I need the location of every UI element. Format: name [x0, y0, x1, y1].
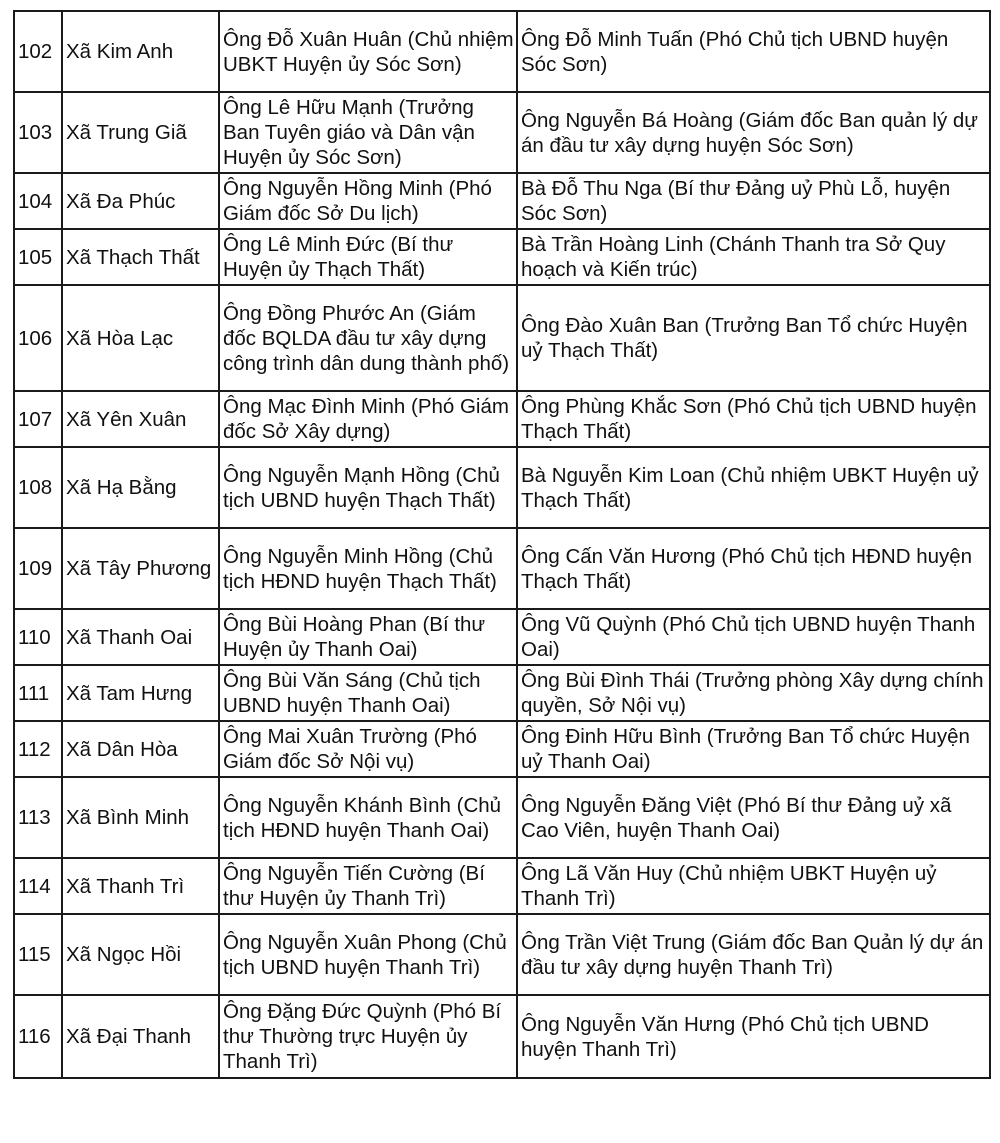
committee-chairman: Ông Nguyễn Đăng Việt (Phó Bí thư Đảng uỷ xã Cao Viên, huyện Thanh Oai) — [517, 777, 990, 858]
commune-name: Xã Tam Hưng — [62, 665, 219, 721]
row-number: 106 — [14, 285, 62, 391]
table-row — [14, 285, 990, 391]
party-secretary: Ông Nguyễn Mạnh Hồng (Chủ tịch UBND huyện Thạch Thất) — [219, 447, 517, 528]
party-secretary: Ông Nguyễn Hồng Minh (Phó Giám đốc Sở Du lịch) — [219, 173, 517, 229]
party-secretary: Ông Đồng Phước An (Giám đốc BQLDA đầu tư xây dựng công trình dân dung thành phố) — [219, 285, 517, 391]
committee-chairman: Ông Đỗ Minh Tuấn (Phó Chủ tịch UBND huyện Sóc Sơn) — [517, 11, 990, 92]
party-secretary: Ông Đặng Đức Quỳnh (Phó Bí thư Thường trực Huyện ủy Thanh Trì) — [219, 995, 517, 1078]
table-row — [14, 528, 990, 609]
commune-name: Xã Hòa Lạc — [62, 285, 219, 391]
party-secretary: Ông Mai Xuân Trường (Phó Giám đốc Sở Nội vụ) — [219, 721, 517, 777]
row-number: 115 — [14, 914, 62, 995]
commune-name: Xã Đa Phúc — [62, 173, 219, 229]
commune-name: Xã Thạch Thất — [62, 229, 219, 285]
committee-chairman: Ông Đinh Hữu Bình (Trưởng Ban Tổ chức Huyện uỷ Thanh Oai) — [517, 721, 990, 777]
party-secretary: Ông Bùi Văn Sáng (Chủ tịch UBND huyện Thanh Oai) — [219, 665, 517, 721]
commune-name: Xã Thanh Trì — [62, 858, 219, 914]
row-number: 110 — [14, 609, 62, 665]
row-number: 109 — [14, 528, 62, 609]
party-secretary: Ông Nguyễn Khánh Bình (Chủ tịch HĐND huyện Thanh Oai) — [219, 777, 517, 858]
personnel-table-body — [14, 11, 990, 1078]
table-row — [14, 858, 990, 914]
commune-name: Xã Thanh Oai — [62, 609, 219, 665]
row-number: 116 — [14, 995, 62, 1078]
commune-name: Xã Tây Phương — [62, 528, 219, 609]
row-number: 113 — [14, 777, 62, 858]
row-number: 104 — [14, 173, 62, 229]
row-number: 114 — [14, 858, 62, 914]
row-number: 111 — [14, 665, 62, 721]
commune-name: Xã Trung Giã — [62, 92, 219, 173]
row-number: 108 — [14, 447, 62, 528]
committee-chairman: Ông Vũ Quỳnh (Phó Chủ tịch UBND huyện Thanh Oai) — [517, 609, 990, 665]
committee-chairman: Ông Nguyễn Văn Hưng (Phó Chủ tịch UBND huyện Thanh Trì) — [517, 995, 990, 1078]
table-row — [14, 914, 990, 995]
committee-chairman: Ông Cấn Văn Hương (Phó Chủ tịch HĐND huyện Thạch Thất) — [517, 528, 990, 609]
party-secretary: Ông Mạc Đình Minh (Phó Giám đốc Sở Xây dựng) — [219, 391, 517, 447]
table-row — [14, 609, 990, 665]
commune-name: Xã Ngọc Hồi — [62, 914, 219, 995]
personnel-table — [13, 10, 991, 1079]
table-row — [14, 92, 990, 173]
table-row — [14, 229, 990, 285]
party-secretary: Ông Lê Hữu Mạnh (Trưởng Ban Tuyên giáo và Dân vận Huyện ủy Sóc Sơn) — [219, 92, 517, 173]
committee-chairman: Ông Đào Xuân Ban (Trưởng Ban Tổ chức Huyện uỷ Thạch Thất) — [517, 285, 990, 391]
party-secretary: Ông Đỗ Xuân Huân (Chủ nhiệm UBKT Huyện ủy Sóc Sơn) — [219, 11, 517, 92]
committee-chairman: Ông Nguyễn Bá Hoàng (Giám đốc Ban quản lý dự án đầu tư xây dựng huyện Sóc Sơn) — [517, 92, 990, 173]
committee-chairman: Bà Trần Hoàng Linh (Chánh Thanh tra Sở Quy hoạch và Kiến trúc) — [517, 229, 990, 285]
table-row — [14, 777, 990, 858]
committee-chairman: Bà Nguyễn Kim Loan (Chủ nhiệm UBKT Huyện uỷ Thạch Thất) — [517, 447, 990, 528]
party-secretary: Ông Nguyễn Minh Hồng (Chủ tịch HĐND huyện Thạch Thất) — [219, 528, 517, 609]
table-row — [14, 173, 990, 229]
table-row — [14, 995, 990, 1078]
table-row — [14, 721, 990, 777]
party-secretary: Ông Lê Minh Đức (Bí thư Huyện ủy Thạch Thất) — [219, 229, 517, 285]
table-row — [14, 11, 990, 92]
committee-chairman: Ông Bùi Đình Thái (Trưởng phòng Xây dựng chính quyền, Sở Nội vụ) — [517, 665, 990, 721]
row-number: 107 — [14, 391, 62, 447]
committee-chairman: Ông Phùng Khắc Sơn (Phó Chủ tịch UBND huyện Thạch Thất) — [517, 391, 990, 447]
row-number: 102 — [14, 11, 62, 92]
party-secretary: Ông Bùi Hoàng Phan (Bí thư Huyện ủy Thanh Oai) — [219, 609, 517, 665]
table-row — [14, 665, 990, 721]
party-secretary: Ông Nguyễn Tiến Cường (Bí thư Huyện ủy Thanh Trì) — [219, 858, 517, 914]
commune-name: Xã Đại Thanh — [62, 995, 219, 1078]
commune-name: Xã Hạ Bằng — [62, 447, 219, 528]
commune-name: Xã Bình Minh — [62, 777, 219, 858]
row-number: 105 — [14, 229, 62, 285]
row-number: 103 — [14, 92, 62, 173]
committee-chairman: Ông Trần Việt Trung (Giám đốc Ban Quản lý dự án đầu tư xây dựng huyện Thanh Trì) — [517, 914, 990, 995]
commune-name: Xã Kim Anh — [62, 11, 219, 92]
commune-name: Xã Dân Hòa — [62, 721, 219, 777]
table-row — [14, 391, 990, 447]
row-number: 112 — [14, 721, 62, 777]
commune-name: Xã Yên Xuân — [62, 391, 219, 447]
table-row — [14, 447, 990, 528]
party-secretary: Ông Nguyễn Xuân Phong (Chủ tịch UBND huyện Thanh Trì) — [219, 914, 517, 995]
committee-chairman: Ông Lã Văn Huy (Chủ nhiệm UBKT Huyện uỷ Thanh Trì) — [517, 858, 990, 914]
committee-chairman: Bà Đỗ Thu Nga (Bí thư Đảng uỷ Phù Lỗ, huyện Sóc Sơn) — [517, 173, 990, 229]
